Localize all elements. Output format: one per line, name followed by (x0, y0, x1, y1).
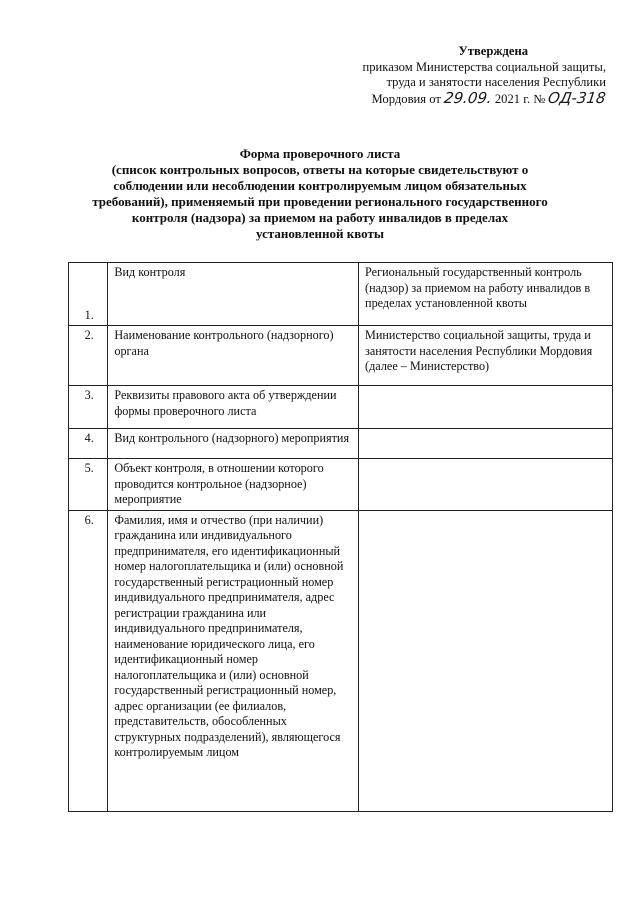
row-number: 6. (69, 510, 108, 811)
row-answer-empty[interactable] (359, 459, 613, 511)
table-row (69, 429, 613, 459)
title-line-1: Форма проверочного листа (239, 146, 401, 161)
row-question: Объект контроля, в отношении которого проводится контрольное (надзорное) мероприятие (108, 459, 359, 511)
table-row (69, 459, 613, 511)
approval-line-3 (286, 88, 608, 108)
row-number: 1. (69, 263, 108, 326)
approval-line-3-prefix: Мордовия от (371, 91, 441, 106)
row-answer-empty[interactable] (359, 429, 613, 459)
row-number: 5. (69, 459, 108, 511)
row-question: Вид контрольного (надзорного) мероприятия (108, 429, 359, 459)
row-answer: Министерство социальной защиты, труда и занятости населения Республики Мордовия (далее – Министерство) (359, 326, 613, 386)
row-question: Реквизиты правового акта об утверждении формы проверочного листа (108, 386, 359, 429)
row-number: 4. (69, 429, 108, 459)
table-row (69, 386, 613, 429)
handwritten-date: 29.09. (442, 88, 494, 107)
handwritten-number: ОД-318 (547, 88, 608, 107)
form-title (60, 146, 580, 242)
title-line-3: соблюдении или несоблюдении контролируемым лицом обязательных (113, 178, 527, 193)
approval-block (286, 44, 606, 107)
title-line-5: контроля (надзора) за приемом на работу инвалидов в пределах (131, 210, 509, 225)
row-answer-empty[interactable] (359, 386, 613, 429)
approval-line-3-year: 2021 г. № (494, 91, 546, 106)
row-answer: Региональный государственный контроль (надзор) за приемом на работу инвалидов в пределах установленной квоты (359, 263, 613, 326)
approval-line-1: приказом Министерства социальной защиты, (362, 59, 606, 74)
row-number: 2. (69, 326, 108, 386)
table-row (69, 510, 613, 811)
row-question: Фамилия, имя и отчество (при наличии) гражданина или индивидуального предпринимателя, его идентификационный номер налогоплательщика и (или) основной государственный регистрационный номер индивидуального предпринимателя, адрес регистрации гражданина или индивидуального предпринимателя, наименование юридического лица, его идентификационный номер налогоплательщика и (или) основной государственный регистрационный номер, адрес организации (ее филиалов, представительств, обособленных структурных подразделений), являющегося контролируемым лицом (108, 510, 359, 811)
title-line-6: установленной квоты (255, 226, 384, 241)
approval-line-2: труда и занятости населения Республики (386, 75, 606, 89)
row-answer-empty[interactable] (359, 510, 613, 811)
title-line-2: (список контрольных вопросов, ответы на которые свидетельствуют о (111, 162, 529, 177)
row-question: Вид контроля (108, 263, 359, 326)
title-line-4: требований), применяемый при проведении регионального государственного (92, 194, 548, 209)
table-row (69, 263, 613, 326)
row-question: Наименование контрольного (надзорного) органа (108, 326, 359, 386)
table-row (69, 326, 613, 386)
approval-heading: Утверждена (458, 44, 528, 58)
row-number: 3. (69, 386, 108, 429)
checklist-table (68, 262, 613, 812)
